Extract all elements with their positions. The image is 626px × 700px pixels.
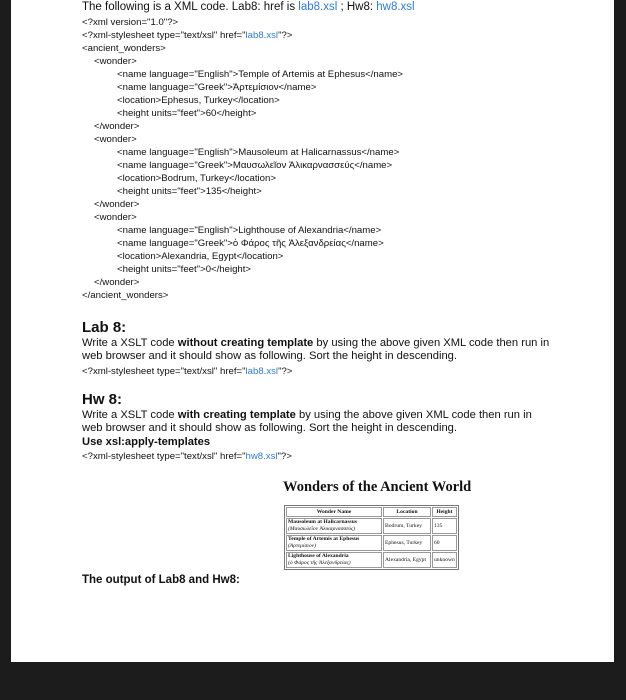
header-height: Height xyxy=(432,507,457,517)
code-line: <height units="feet">0</height> xyxy=(117,264,252,275)
code-line: <wonder> xyxy=(94,56,137,67)
location-cell: Ephesus, Turkey xyxy=(383,535,431,551)
intro-line: The following is a XML code. Lab8: href is lab8.xsl ; Hw8: hw8.xsl xyxy=(82,1,415,13)
code-line: <name language="Greek">Μαυσωλεῖον Ἁλικαρνασσεύς</name> xyxy=(117,160,393,171)
code-line: <location>Alexandria, Egypt</location> xyxy=(117,251,284,262)
code-line: <name language="English">Mausoleum at Halicarnassus</name> xyxy=(117,147,400,158)
code-line: </wonder> xyxy=(94,199,140,210)
code-line: <location>Bodrum, Turkey</location> xyxy=(117,173,276,184)
lab8-link[interactable]: lab8.xsl xyxy=(298,1,338,13)
code-line: <ancient_wonders> xyxy=(82,43,166,54)
wonder-name-cell: Mausoleum at Halicarnassus (Μαυσωλεῖον Ἁλικαρνασσεύς) xyxy=(286,518,382,534)
location-cell: Bodrum, Turkey xyxy=(383,518,431,534)
code-line: <height units="feet">60</height> xyxy=(117,108,257,119)
hw8-link[interactable]: hw8.xsl xyxy=(376,1,415,13)
height-cell: unknown xyxy=(432,552,457,568)
code-line: <?xml-stylesheet type="text/xsl" href="lab8.xsl"?> xyxy=(82,30,293,41)
location-cell: Alexandria, Egypt xyxy=(383,552,431,568)
code-line: <name language="Greek">Ἀρτεμίσιον</name> xyxy=(117,82,317,93)
table-row xyxy=(286,535,457,551)
code-line: <name language="English">Lighthouse of Alexandria</name> xyxy=(117,225,382,236)
xml-code-block xyxy=(82,16,403,302)
wonders-table xyxy=(284,505,459,570)
output-title: Wonders of the Ancient World xyxy=(283,479,472,495)
code-line: <wonder> xyxy=(94,134,137,145)
lab8-heading: Lab 8: xyxy=(82,319,127,336)
code-line: <name language="English">Temple of Artemis at Ephesus</name> xyxy=(117,69,404,80)
table-row xyxy=(286,552,457,568)
lab8-description: Write a XSLT code without creating template by using the above given XML code then run in web browser and it should show as following. Sort the height in descending. xyxy=(82,337,550,363)
code-line: <?xml version="1.0"?> xyxy=(82,17,179,28)
code-line: </wonder> xyxy=(94,121,140,132)
code-line: </ancient_wonders> xyxy=(82,290,169,301)
code-line: <wonder> xyxy=(94,212,137,223)
output-label: The output of Lab8 and Hw8: xyxy=(82,574,240,586)
code-line: <name language="Greek">ὁ Φάρος τῆς Ἀλεξανδρείας</name> xyxy=(117,238,384,249)
header-wonder-name: Wonder Name xyxy=(286,507,382,517)
wonder-name-cell: Temple of Artemis at Ephesus (Ἀρτεμίσιον) xyxy=(286,535,382,551)
hw8-description: Write a XSLT code with creating template by using the above given XML code then run in web browser and it should show as following. Sort the height in descending. xyxy=(82,409,532,435)
height-cell: 135 xyxy=(432,518,457,534)
height-cell: 60 xyxy=(432,535,457,551)
table-header-row xyxy=(286,507,457,517)
hw8-heading: Hw 8: xyxy=(82,391,123,408)
header-location: Location xyxy=(383,507,431,517)
code-line: </wonder> xyxy=(94,277,140,288)
table-row xyxy=(286,518,457,534)
lab8-stylesheet-line: <?xml-stylesheet type="text/xsl" href="lab8.xsl"?> xyxy=(82,366,293,377)
wonder-name-cell: Lighthouse of Alexandria (ὁ Φάρος τῆς Ἀλεξανδρείας) xyxy=(286,552,382,568)
code-line: <location>Ephesus, Turkey</location> xyxy=(117,95,280,106)
document-page xyxy=(11,0,614,662)
hw8-stylesheet-line: <?xml-stylesheet type="text/xsl" href="hw8.xsl"?> xyxy=(82,451,292,462)
hw8-apply-templates-note: Use xsl:apply-templates xyxy=(82,436,211,448)
code-line: <height units="feet">135</height> xyxy=(117,186,262,197)
